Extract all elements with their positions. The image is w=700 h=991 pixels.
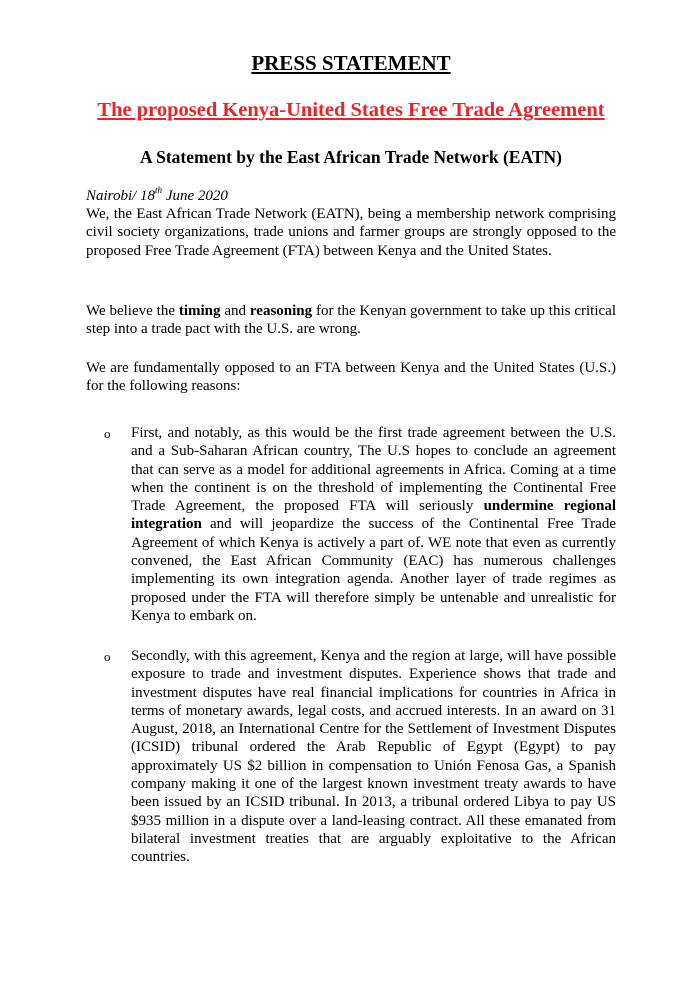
belief-bold-reasoning: reasoning: [249, 303, 313, 319]
statement-heading: A Statement by the East African Trade Network (EATN): [140, 147, 562, 167]
belief-text-pre: We believe the: [86, 303, 179, 319]
bullet-circle-icon: o: [104, 426, 111, 441]
reason-first-post: and will jeopardize the success of the Continental Free Trade Agreement of which Kenya is actively a part of. WE note that even as currently convened, the East African Community (EAC) has numerous challenges implementing its own integration agenda. Another layer of trade regimes as proposed under the FTA will therefore simply be untenable and unrealistic for Kenya to embark on.: [131, 516, 616, 624]
reason-text-first: [131, 424, 616, 625]
intro-paragraph: We, the East African Trade Network (EATN), being a membership network comprising civil society organizations, trade unions and farmer groups are strongly opposed to the proposed Free Trade Agreement (FTA) between Kenya and the United States.: [86, 206, 616, 259]
belief-text-mid: and: [220, 303, 250, 319]
agreement-subtitle: The proposed Kenya-United States Free Trade Agreement: [97, 99, 605, 121]
reason-text-second: Secondly, with this agreement, Kenya and the region at large, will have possible exposure to trade and investment disputes. Experience shows that trade and investment disputes have real financial implications for countries in Africa in terms of monetary awards, legal costs, and accrued interests. In an award on 31 August, 2018, an International Centre for the Settlement of Investment Disputes (ICSID) tribunal ordered the Arab Republic of Egypt (Egypt) to pay approximately US $2 billion in compensation to Unión Fenosa Gas, a Spanish company making it one of the largest known investment treaty awards to have been issued by an ICSID tribunal. In 2013, a tribunal ordered Libya to pay US $935 million in a dispute over a land-leasing contract. All these emanated from bilateral investment treaties that are arguably exploitative to the African countries.: [131, 648, 616, 866]
press-statement-title: PRESS STATEMENT: [251, 51, 451, 75]
dateline-ordinal: th: [155, 185, 163, 195]
belief-bold-timing: timing: [178, 303, 221, 319]
dateline-place: Nairobi/ 18: [86, 188, 156, 204]
dateline: [86, 187, 228, 205]
reason-first-bold: undermine regional integration: [131, 498, 616, 533]
dateline-date: June 2020: [162, 188, 228, 204]
opposition-paragraph: We are fundamentally opposed to an FTA between Kenya and the United States (U.S.) for the following reasons:: [86, 360, 616, 395]
reason-first-pre: First, and notably, as this would be the first trade agreement between the U.S. and a Sub-Saharan African country, The U.S hopes to conclude an agreement that can serve as a model for additional agreements in Africa. Coming at a time when the continent is on the threshold of implementing the Continental Free Trade Agreement, the proposed FTA will seriously: [131, 425, 616, 515]
bullet-circle-icon: o: [104, 649, 111, 664]
belief-paragraph: [86, 302, 616, 339]
belief-text-post: for the Kenyan government to take up this critical step into a trade pact with the U.S. are wrong.: [86, 303, 616, 338]
